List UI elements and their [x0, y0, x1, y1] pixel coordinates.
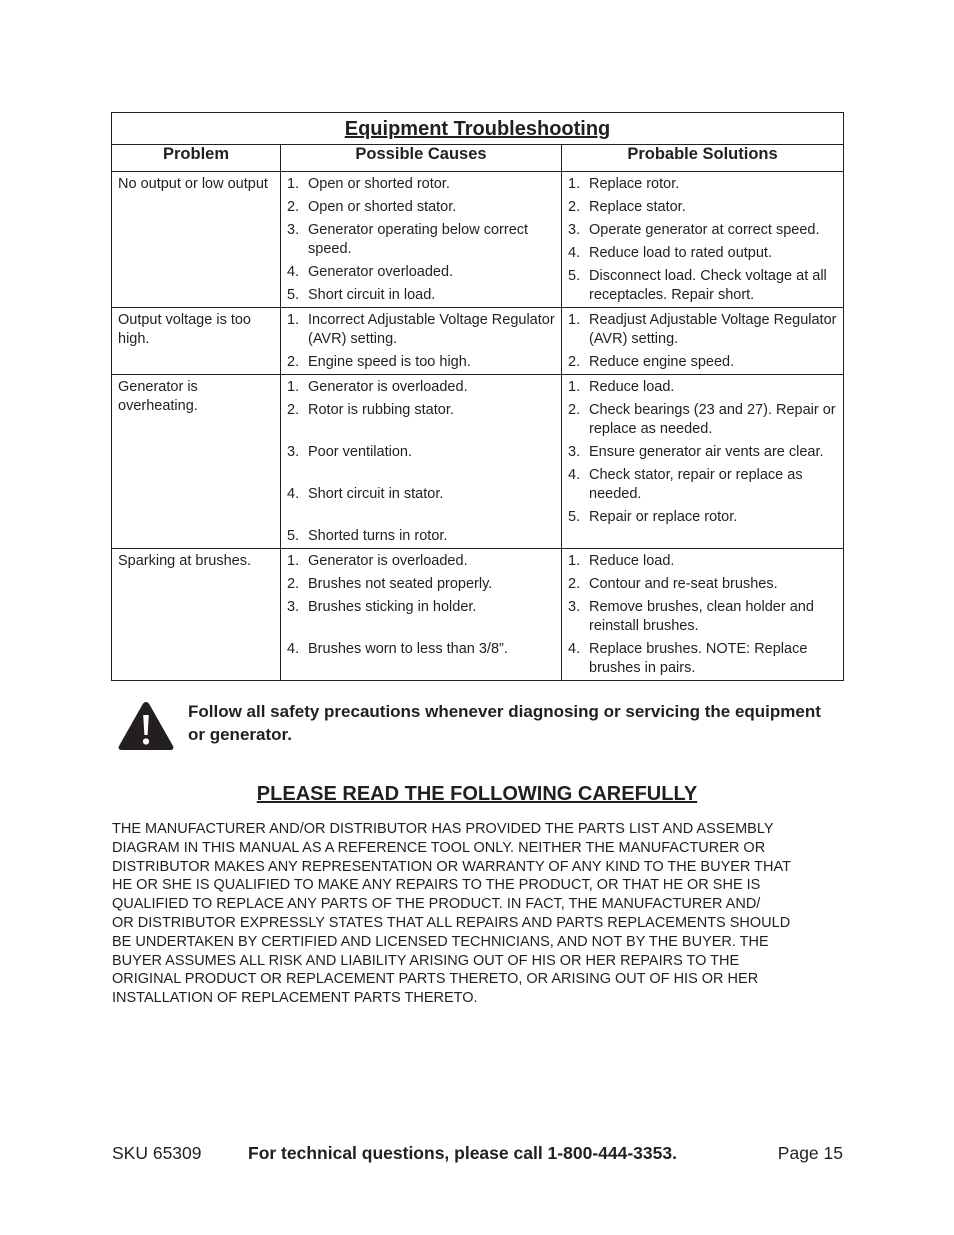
list-item: 1. Incorrect Adjustable Voltage Regulator (AVR) setting.: [287, 312, 555, 347]
list-item: 5. Disconnect load. Check voltage at all receptacles. Repair short.: [568, 268, 827, 303]
footer-sku: SKU 65309: [112, 1143, 202, 1163]
notice-heading: [0, 783, 954, 806]
solutions-list: [568, 552, 839, 678]
warning-triangle-icon: [117, 700, 175, 752]
list-item: 3. Remove brushes, clean holder and reinstall brushes.: [568, 599, 814, 634]
troubleshooting-table: [111, 112, 844, 681]
causes-list: [287, 311, 557, 372]
list-item: 2. Contour and re-seat brushes.: [568, 576, 778, 592]
list-item: 2. Brushes not seated properly.: [287, 576, 493, 592]
list-item: 4. Brushes worn to less than 3/8”.: [287, 641, 508, 657]
notice-line: DIAGRAM IN THIS MANUAL AS A REFERENCE TOOL ONLY. NEITHER THE MANUFACTURER OR: [112, 839, 766, 856]
table-header-row: [112, 145, 844, 172]
list-item: 1. Reduce load.: [568, 379, 675, 395]
list-item: 4. Check stator, repair or replace as needed.: [568, 467, 803, 502]
notice-line: BUYER ASSUMES ALL RISK AND LIABILITY ARISING OUT OF HIS OR HER REPAIRS TO THE: [112, 952, 740, 969]
problem-cell: Generator is overheating.: [112, 375, 281, 549]
notice-line: DISTRIBUTOR MAKES ANY REPRESENTATION OR WARRANTY OF ANY KIND TO THE BUYER THAT: [112, 858, 791, 875]
warning-text: Follow all safety precautions whenever diagnosing or servicing the equipment or generator.: [188, 702, 821, 744]
table-row: [112, 549, 844, 681]
list-item: 5. Repair or replace rotor.: [568, 509, 738, 525]
causes-cell: [281, 308, 562, 375]
table-row: [112, 308, 844, 375]
solutions-cell: [562, 308, 844, 375]
page-footer: [112, 1143, 843, 1165]
causes-cell: [281, 172, 562, 308]
list-item: 2. Rotor is rubbing stator.: [287, 402, 454, 418]
solutions-list: [568, 175, 839, 305]
causes-cell: [281, 375, 562, 549]
notice-line: OR DISTRIBUTOR EXPRESSLY STATES THAT ALL REPAIRS AND PARTS REPLACEMENTS SHOULD: [112, 914, 791, 931]
list-item: 5. Shorted turns in rotor.: [287, 528, 448, 544]
list-item: 2. Open or shorted stator.: [287, 199, 457, 215]
list-item: 3. Poor ventilation.: [287, 444, 412, 460]
problem-cell: No output or low output: [112, 172, 281, 308]
list-item: 4. Replace brushes. NOTE: Replace brushes in pairs.: [568, 641, 808, 676]
list-item: 3. Operate generator at correct speed.: [568, 222, 820, 238]
notice-line: INSTALLATION OF REPLACEMENT PARTS THERETO.: [112, 990, 478, 1007]
header-possible-causes: Possible Causes: [281, 145, 562, 172]
list-item: 1. Generator is overloaded.: [287, 379, 468, 395]
list-item: 5. Short circuit in load.: [287, 287, 436, 303]
causes-list: [287, 175, 557, 305]
footer-page-number: Page 15: [777, 1143, 843, 1163]
notice-line: ORIGINAL PRODUCT OR REPLACEMENT PARTS THERETO, OR ARISING OUT OF HIS OR HER: [112, 971, 759, 988]
list-item: 2. Engine speed is too high.: [287, 354, 471, 370]
notice-line: BE UNDERTAKEN BY CERTIFIED AND LICENSED TECHNICIANS, AND NOT BY THE BUYER. THE: [112, 933, 769, 950]
header-probable-solutions: Probable Solutions: [562, 145, 844, 172]
list-item: 1. Readjust Adjustable Voltage Regulator (AVR) setting.: [568, 312, 837, 347]
table-title-cell: [112, 113, 844, 145]
header-problem: Problem: [112, 145, 281, 172]
table-row: [112, 375, 844, 549]
list-item: 1. Reduce load.: [568, 553, 675, 569]
list-item: 3. Generator operating below correct speed.: [287, 222, 529, 257]
causes-list: [287, 378, 557, 546]
table-row: [112, 172, 844, 308]
list-item: 2. Reduce engine speed.: [568, 354, 735, 370]
problem-cell: Output voltage is too high.: [112, 308, 281, 375]
notice-line: HE OR SHE IS QUALIFIED TO MAKE ANY REPAIRS TO THE PRODUCT, OR THAT HE OR SHE IS: [112, 877, 761, 894]
problem-cell: Sparking at brushes.: [112, 549, 281, 681]
notice-line: QUALIFIED TO REPLACE ANY PARTS OF THE PRODUCT. IN FACT, THE MANUFACTURER AND/: [112, 896, 761, 913]
list-item: 4. Short circuit in stator.: [287, 486, 444, 502]
notice-body: [112, 820, 848, 1008]
list-item: 1. Replace rotor.: [568, 176, 680, 192]
causes-cell: [281, 549, 562, 681]
list-item: 1. Open or shorted rotor.: [287, 176, 450, 192]
causes-list: [287, 552, 557, 659]
list-item: 4. Generator overloaded.: [287, 264, 454, 280]
solutions-list: [568, 311, 839, 372]
footer-tech-support: For technical questions, please call 1-800-444-3353.: [248, 1143, 677, 1163]
list-item: 2. Check bearings (23 and 27). Repair or replace as needed.: [568, 402, 836, 437]
notice-heading-text: PLEASE READ THE FOLLOWING CAREFULLY: [256, 783, 698, 805]
table-title: Equipment Troubleshooting: [344, 118, 611, 140]
list-item: 4. Reduce load to rated output.: [568, 245, 772, 261]
list-item: 2. Replace stator.: [568, 199, 686, 215]
solutions-list: [568, 378, 839, 527]
list-item: 3. Ensure generator air vents are clear.: [568, 444, 824, 460]
list-item: 3. Brushes sticking in holder.: [287, 599, 477, 615]
solutions-cell: [562, 172, 844, 308]
solutions-cell: [562, 375, 844, 549]
list-item: 1. Generator is overloaded.: [287, 553, 468, 569]
notice-line: THE MANUFACTURER AND/OR DISTRIBUTOR HAS PROVIDED THE PARTS LIST AND ASSEMBLY: [112, 821, 774, 837]
solutions-cell: [562, 549, 844, 681]
